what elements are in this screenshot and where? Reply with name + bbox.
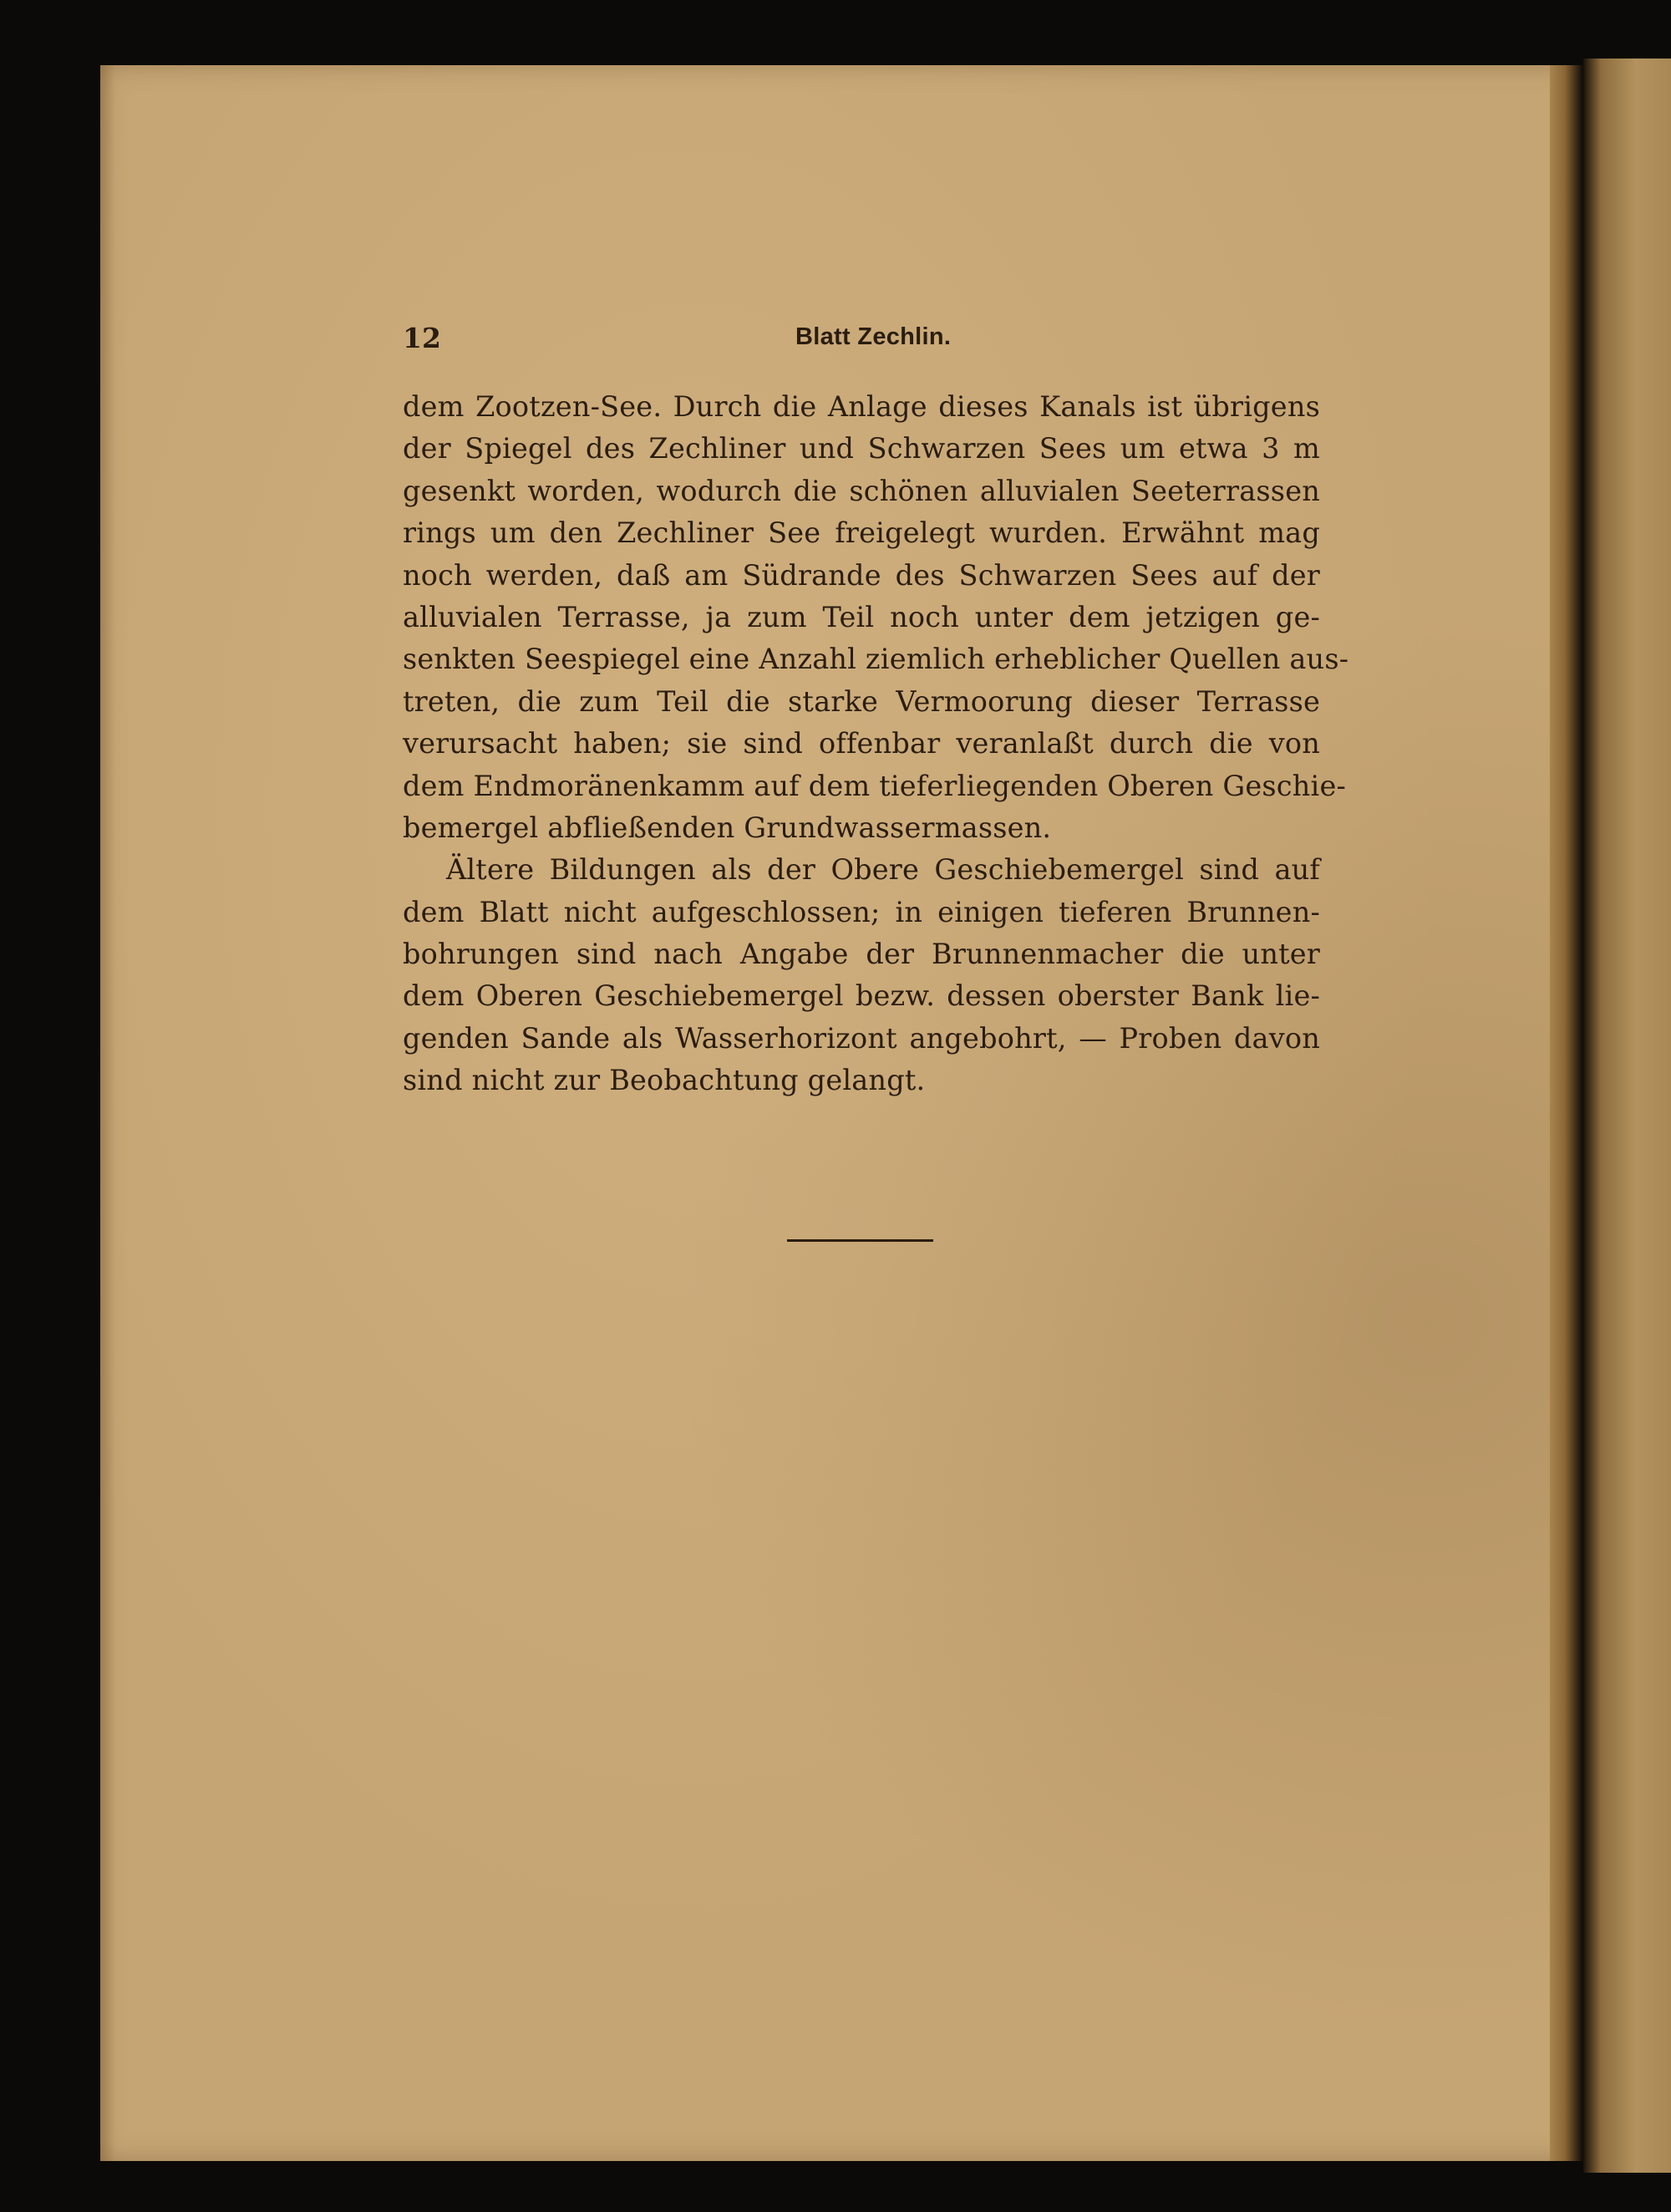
text-line: alluvialen Terrasse, ja zum Teil noch unter dem jetzigen ge-: [403, 600, 1320, 633]
text-line: rings um den Zechliner See freigelegt wurden. Erwähnt mag: [403, 516, 1320, 550]
page-header: [403, 322, 1320, 364]
facing-page-edge: [1583, 58, 1671, 2173]
text-line: genden Sande als Wasserhorizont angebohrt, — Proben davon: [403, 1021, 1320, 1055]
text-line: dem Zootzen-See. Durch die Anlage dieses Kanals ist übrigens: [403, 390, 1320, 423]
text-line: der Spiegel des Zechliner und Schwarzen Sees um etwa 3 m: [403, 432, 1320, 465]
book-page: [100, 65, 1575, 2161]
page-number: 12: [403, 322, 441, 354]
text-line: senkten Seespiegel eine Anzahl ziemlich erheblicher Quellen aus-: [403, 643, 1349, 676]
text-line: dem Oberen Geschiebemergel bezw. dessen oberster Bank lie-: [403, 979, 1320, 1013]
text-line: Ältere Bildungen als der Obere Geschiebemergel sind auf: [446, 853, 1320, 887]
text-line: verursacht haben; sie sind offenbar veranlaßt durch die von: [403, 727, 1320, 760]
text-line: bohrungen sind nach Angabe der Brunnenmacher die unter: [403, 938, 1320, 971]
text-line: bemergel abfließenden Grundwassermassen.: [403, 811, 1052, 844]
section-end-rule: [787, 1239, 933, 1242]
text-line: gesenkt worden, wodurch die schönen alluvialen Seeterrassen: [403, 474, 1320, 507]
text-line: sind nicht zur Beobachtung gelangt.: [403, 1064, 926, 1097]
running-title: Blatt Zechlin.: [795, 323, 952, 350]
body-text: [403, 386, 1349, 1102]
text-line: treten, die zum Teil die starke Vermoorung dieser Terrasse: [403, 684, 1320, 718]
text-line: noch werden, daß am Südrande des Schwarzen Sees auf der: [403, 558, 1320, 592]
text-line: dem Endmoränenkamm auf dem tieferliegenden Oberen Geschie-: [403, 769, 1346, 802]
book-gutter: [1550, 65, 1583, 2161]
text-line: dem Blatt nicht aufgeschlossen; in einigen tieferen Brunnen-: [403, 895, 1320, 928]
